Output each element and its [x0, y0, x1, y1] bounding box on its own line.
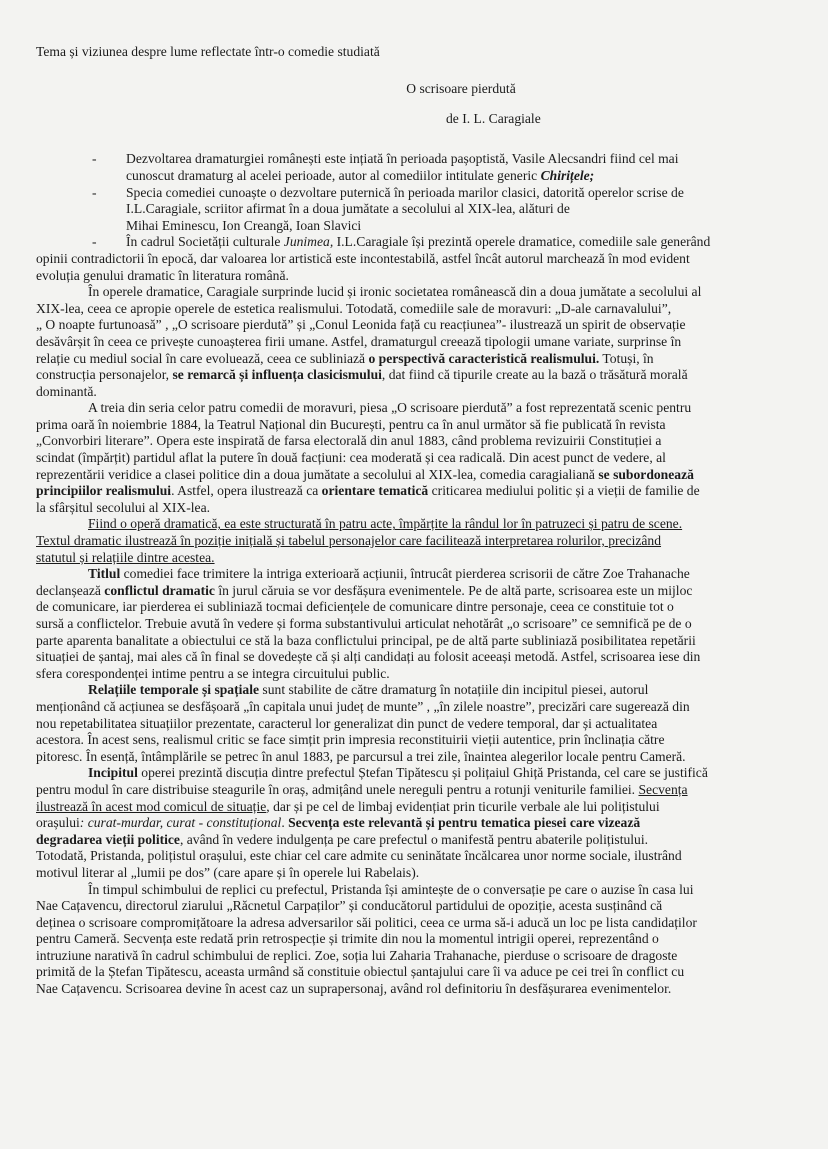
paragraph-line: opinii contradictorii în epocă, dar valoarea lor artistică este incontestabilă, astfel încât autorul marchează în mod evident [36, 250, 690, 266]
paragraph-line: intruziune narativă în cadrul schimbului de replici. Zoe, soția lui Zaharia Trahanache, pierduse o scrisoare de dragoste [36, 947, 678, 963]
paragraph-line: situației de șantaj, mai ales că în final se dovedește că și alți candidați au folosit aceeași metodă. Astfel, scrisoarea iese din [36, 649, 701, 665]
work-title: O scrisoare pierdută [406, 80, 516, 96]
paragraph-incipitul [36, 765, 806, 881]
paragraph-line: la sfârșitul secolului al XIX-lea. [36, 499, 211, 515]
paragraph-line: deținea o scrisoare compromițătoare la adresa adversarilor săi politici, ceea ce urma să-i aducă un loc pe lista candidaților [36, 914, 697, 930]
paragraph-line: sursă a conflictelor. Trebuie avută în vedere și forma substantivului articulat nehotărât „o scrisoare” ce semnifică pe de o [36, 616, 692, 631]
paragraph-line: statutul și relațiile dintre acestea. [36, 549, 215, 565]
paragraph-line: construcția personajelor, se remarcă și influența clasicismului, dat fiind că tipurile create au la bază o trăsătură morală [36, 367, 688, 383]
paragraph-line: ilustrează în acest mod comicul de situație, dar și pe cel de limbaj evidențiat prin ticurile verbale ale lui polițistului [36, 798, 660, 814]
paragraph-line: parte aparenta banalitate a obiectului ce stă la baza conflictului principal, pe de altă parte subliniază posibilitatea repetării [36, 632, 696, 648]
paragraph-line: „Convorbiri literare”. Opera este inspirată de farsa electorală din anul 1883, când problema revizuirii Constituției a [36, 433, 662, 449]
paragraph-line: sfera corespondenței intime pentru a se integra circuitului public. [36, 665, 390, 681]
paragraph-line: Titlul comediei face trimitere la intriga exterioară acțiunii, întrucât pierderea scrisorii de către Zoe Trahanache [88, 566, 690, 582]
paragraph-line: A treia din seria celor patru comedii de moravuri, piesa „O scrisoare pierdută” a fost reprezentată scenic pentru [88, 400, 692, 416]
paragraph-titlul [36, 566, 806, 682]
paragraph-line: În timpul schimbului de replici cu prefectul, Pristanda își amintește de o conversație pe care o auzise în casa lui [88, 881, 694, 897]
paragraph-line: primită de la Ștefan Tipătescu, aceasta urmând să constituie obiectul șantajului care îi va aduce pe cei trei în conflict cu [36, 964, 685, 980]
paragraph-line: desăvârșit în ceea ce privește cunoașterea firii umane. Astfel, dramaturgul creează tipologii umane variate, surprinse în [36, 333, 682, 349]
paragraph-line: Totodată, Pristanda, polițistul orașului, este chiar cel care admite cu seninătate încălcarea unor norme sociale, ilustrând [36, 848, 682, 864]
paragraph-line: reprezentării veridice a clasei politice din a doua jumătate a secolului al XIX-lea, comedia caragialiană se subordonează [36, 466, 694, 482]
work-author: de I. L. Caragiale [446, 110, 541, 126]
paragraph-line: acestora. În acest sens, realismul critic se face simțit prin impresia reconstituirii vieții autentice, prin înclinația către [36, 732, 665, 748]
paragraph-line: orașului: curat-murdar, curat - constituțional. Secvența este relevantă și pentru tematica piesei care vizează [36, 815, 641, 831]
essay-heading: Tema și viziunea despre lume reflectate într-o comedie studiată [36, 44, 380, 59]
paragraph-line: prima oară în noiembrie 1884, la Teatrul Național din București, pentru ca în anul următor să fie publicată în revista [36, 416, 666, 432]
bullet-item-line: Mihai Eminescu, Ion Creangă, Ioan Slavici [126, 217, 362, 233]
paragraph-line: degradarea vieții politice, având în vedere indulgența pe care prefectul o manifestă pentru abaterile polițistului. [36, 831, 649, 847]
paragraph-schimbul [36, 882, 806, 998]
paragraph-line: relație cu mediul social în care evoluează, ceea ce subliniază o perspectivă caracteristică realismului. Totuși, în [36, 350, 654, 366]
paragraph-line: evoluția genului dramatic în literatura română. [36, 267, 289, 283]
bullet-item-line: I.L.Caragiale, scriitor afirmat în a doua jumătate a secolului al XIX-lea, alături de [126, 201, 570, 217]
bullet-item-line: cunoscut dramaturg al acelei perioade, autor al comediilor intitulate generic Chirițele; [126, 167, 595, 183]
paragraph-line: nou repetabilitatea situațiilor prezentate, caracterul lor generalizat din punct de vedere temporal, dar și actualitatea [36, 715, 658, 731]
paragraph-line: pentru Cameră. Secvența este redată prin retrospecție și trimite din nou la momentul intrigii operei, reprezentând o [36, 931, 659, 947]
paragraph-line: menționând că acțiunea se desfășoară „în capitala unui județ de munte” , „în zilele noastre”, precizări care sugerează din [36, 698, 690, 714]
paragraph-junimea [36, 234, 806, 284]
paragraph-line: - În cadrul Societății culturale Junimea, I.L.Caragiale își prezintă operele dramatice, comediile sale generând [92, 234, 711, 250]
paragraph-line: de comunicare, iar pierderea ei subliniază tocmai deficiențele de comunicare dintre personaje, ceea ce constituie tot o [36, 599, 674, 615]
paragraph-line: Nae Cațavencu. Scrisoarea devine în acest caz un suprapersonaj, având rol definitoriu în desfășurarea evenimentelor. [36, 981, 672, 997]
paragraph-line: XIX-lea, ceea ce apropie operele de estetica realismului. Totodată, comediile sale de moravuri: „D-ale carnavalului”, [36, 300, 672, 316]
paragraph-line: Incipitul operei prezintă discuția dintre prefectul Ștefan Tipătescu și polițaiul Ghiță Pristanda, cel care se justifică [88, 765, 708, 781]
paragraph-line: pentru modul în care distribuise steagurile în oraș, admițând unele nereguli pentru a rotunji veniturile familiei. Secvența [36, 781, 688, 797]
paragraph-line: dominantă. [36, 383, 97, 399]
paragraph-operele [36, 284, 806, 400]
paragraph-a-treia [36, 400, 806, 516]
paragraph-relatiile [36, 682, 806, 765]
paragraph-line: scindat (împărțit) partidul aflat la putere în două facțiuni: cea moderată și cea radicală. Din acest punct de vedere, al [36, 450, 666, 466]
bullet-list [36, 151, 806, 234]
paragraph-line: pitoresc. În esență, întâmplările se petrec în anul 1883, pe parcursul a trei zile, înaintea alegerilor locale pentru Cameră. [36, 748, 686, 764]
paragraph-line: „ O noapte furtunoasă” , „O scrisoare pierdută” și „Conul Leonida față cu reacțiunea”- ilustrează un spirit de observație [36, 317, 686, 333]
bullet-item: - Dezvoltarea dramaturgiei românești este ințiată în perioada pașoptistă, Vasile Alecsandri fiind cel mai [92, 151, 679, 167]
paragraph-structura [36, 516, 806, 566]
paragraph-line: principiilor realismului. Astfel, opera ilustrează ca orientare tematică criticarea mediului politic și a vieții de familie de [36, 483, 700, 499]
paragraph-line: Relațiile temporale și spațiale sunt stabilite de către dramaturg în notațiile din incipitul piesei, autorul [88, 682, 649, 698]
paragraph-line: declanșează conflictul dramatic în jurul căruia se vor desfășura evenimentele. Pe de altă parte, scrisoarea este un mijloc [36, 582, 693, 598]
paragraph-line: motivul literar al „lumii pe dos” (care apare și în operele lui Rabelais). [36, 864, 420, 880]
paragraph-line: Nae Cațavencu, directorul ziarului „Răcnetul Carpaților” și conducătorul partidului de opoziție, acesta susținând că [36, 898, 663, 914]
bullet-item: - Specia comediei cunoaște o dezvoltare puternică în perioada marilor clasici, datorită operelor scrise de [92, 184, 684, 200]
paragraph-line: Textul dramatic ilustrează în poziție inițială și tabelul personajelor care facilitează interpretarea rolurilor, precizând [36, 533, 662, 549]
paragraph-line: Fiind o operă dramatică, ea este structurată în patru acte, împărțite la rândul lor în patruzeci și patru de scene. [88, 516, 683, 532]
paragraph-line: În operele dramatice, Caragiale surprinde lucid și ironic societatea românească din a doua jumătate a secolului al [88, 284, 702, 300]
